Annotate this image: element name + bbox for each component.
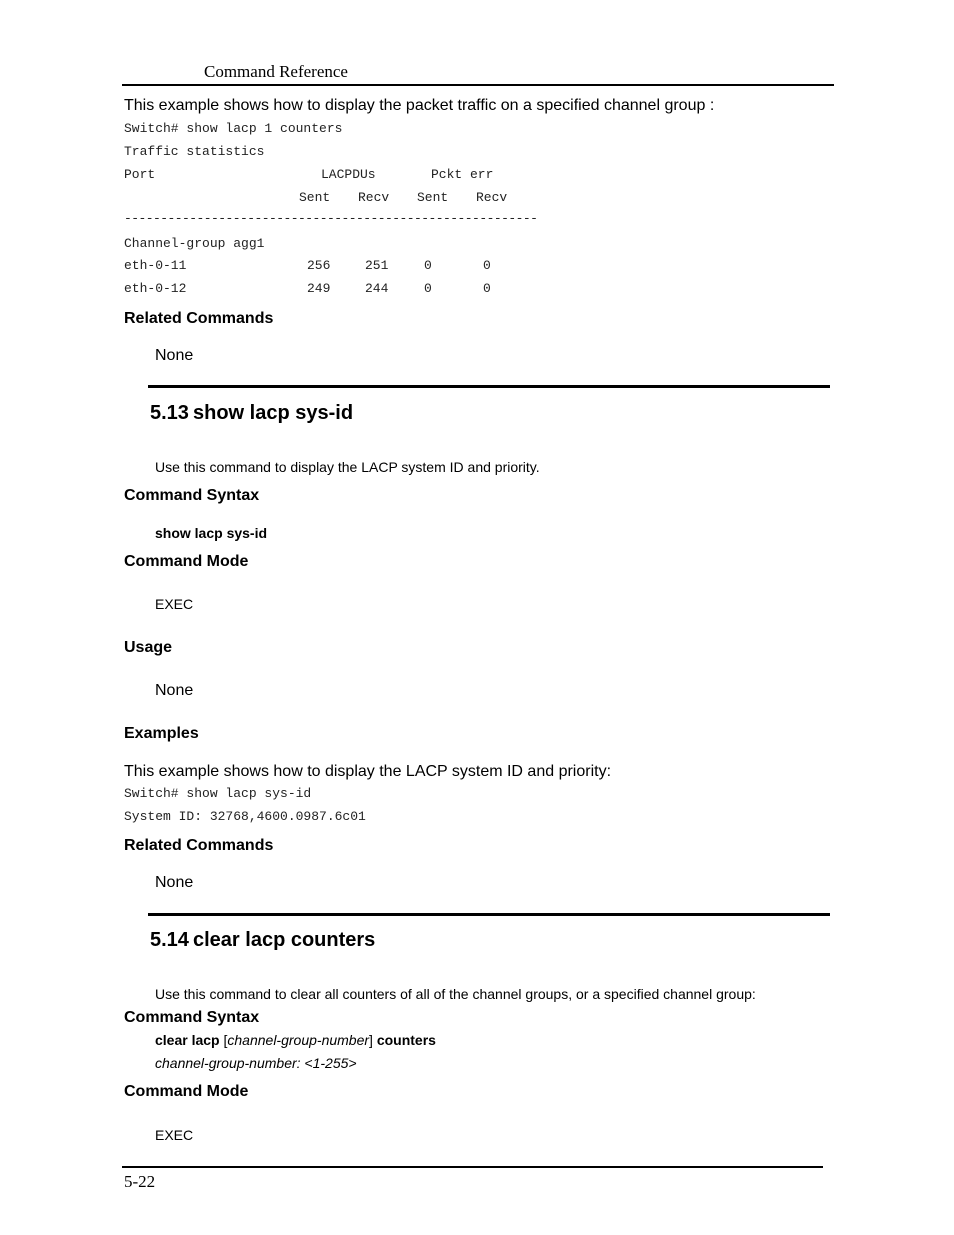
code-row-port: eth-0-12 [124,281,187,296]
section-number: 5.14 [150,929,189,951]
code-divider: --------------------------------------------------------- [124,211,538,226]
code-row-lacp-sent: 256 [307,258,331,273]
footer-rule [122,1166,823,1168]
page-number: 5-22 [124,1172,156,1191]
section-number: 5.13 [150,402,189,424]
command-syntax: show lacp sys-id [155,525,268,541]
section-description: Use this command to display the LACP system ID and priority. [155,459,540,475]
command-syntax [155,1032,436,1048]
code-command: Switch# show lacp 1 counters [124,121,343,136]
command-mode-label: Command Mode [124,553,249,570]
example-intro: This example shows how to display the LACP system ID and priority: [124,763,612,780]
syntax-command: clear lacp [155,1032,220,1048]
syntax-parameter: channel-group-number [227,1032,370,1048]
code-row-err-sent: 0 [424,281,432,296]
usage-label: Usage [124,639,173,656]
intro-paragraph: This example shows how to display the packet traffic on a specified channel group : [124,97,715,114]
example-output: System ID: 32768,4600.0987.6c01 [124,809,366,824]
code-row-lacp-sent: 249 [307,281,331,296]
code-traffic-heading: Traffic statistics [124,144,265,159]
header-rule [122,84,834,86]
code-sent-header: Sent [299,190,331,205]
example-command: Switch# show lacp sys-id [124,786,312,801]
section-title: show lacp sys-id [193,402,354,424]
code-port-header: Port [124,167,156,182]
command-mode-label: Command Mode [124,1083,249,1100]
code-recv-header: Recv [358,190,390,205]
code-pckt-err-header: Pckt err [431,167,494,182]
syntax-bracket-open: [ [219,1032,228,1048]
section-rule [148,913,830,916]
section-rule [148,385,830,388]
usage-value: None [155,682,194,699]
section-title: clear lacp counters [193,929,376,951]
code-lacpdus-header: LACPDUs [321,167,376,182]
code-row-err-recv: 0 [483,281,491,296]
command-mode-value: EXEC [155,596,194,612]
running-header: Command Reference [204,62,348,81]
code-row-lacp-recv: 244 [365,281,389,296]
code-row-err-recv: 0 [483,258,491,273]
code-row-err-sent: 0 [424,258,432,273]
related-commands-value: None [155,874,194,891]
related-commands-label: Related Commands [124,310,274,327]
code-sent-header: Sent [417,190,449,205]
code-row-port: eth-0-11 [124,258,187,273]
code-recv-header: Recv [476,190,508,205]
code-row-lacp-recv: 251 [365,258,389,273]
syntax-bracket-close: ] [369,1032,377,1048]
related-commands-label: Related Commands [124,837,274,854]
code-channel-group: Channel-group agg1 [124,236,265,251]
command-mode-value: EXEC [155,1127,194,1143]
command-syntax-label: Command Syntax [124,487,260,504]
parameter-description: channel-group-number: <1-255> [155,1055,357,1071]
related-commands-value: None [155,347,194,364]
syntax-keyword: counters [376,1032,436,1048]
command-syntax-label: Command Syntax [124,1009,260,1026]
section-description: Use this command to clear all counters of all of the channel groups, or a specified channel group: [155,986,756,1002]
examples-label: Examples [124,725,199,742]
